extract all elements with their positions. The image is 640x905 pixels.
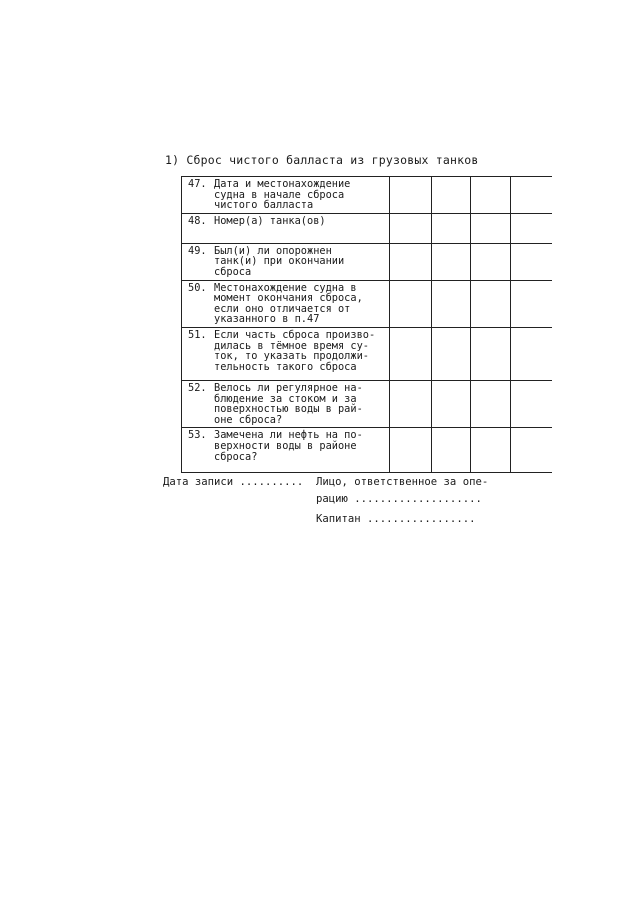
- item-number: 47.: [188, 178, 207, 190]
- entry-cell[interactable]: [432, 327, 471, 380]
- table-row: [182, 380, 553, 427]
- section-heading: 1) Сброс чистого балласта из грузовых танков: [165, 153, 479, 167]
- entry-cell[interactable]: [390, 243, 432, 280]
- record-date-label: Дата записи ..........: [163, 476, 304, 488]
- entry-cell[interactable]: [390, 177, 432, 214]
- entry-cell[interactable]: [432, 380, 471, 427]
- item-question: Номер(а) танка(ов): [214, 214, 326, 227]
- table-row: [182, 243, 553, 280]
- item-cell: [182, 280, 390, 327]
- table-row: [182, 280, 553, 327]
- entry-cell[interactable]: [511, 213, 553, 243]
- entry-cell[interactable]: [471, 380, 511, 427]
- item-cell: [182, 327, 390, 380]
- item-cell: [182, 177, 390, 214]
- entry-cell[interactable]: [471, 327, 511, 380]
- item-cell: [182, 428, 390, 473]
- entry-cell[interactable]: [471, 243, 511, 280]
- entry-cell[interactable]: [432, 428, 471, 473]
- entry-cell[interactable]: [511, 327, 553, 380]
- entry-cell[interactable]: [511, 177, 553, 214]
- item-cell: [182, 243, 390, 280]
- item-number: 50.: [188, 281, 207, 294]
- item-question: Если часть сброса произво- дилась в тёмное время су- ток, то указать продолжи- тельность такого сброса: [214, 328, 376, 373]
- entry-cell[interactable]: [511, 243, 553, 280]
- entry-cell[interactable]: [471, 428, 511, 473]
- item-number: 48.: [188, 214, 207, 227]
- table-row: [182, 213, 553, 243]
- ballast-discharge-table: [181, 176, 552, 473]
- entry-cell[interactable]: [390, 428, 432, 473]
- captain-signature-line: Капитан .................: [316, 513, 476, 525]
- item-question: Был(и) ли опорожнен танк(и) при окончании сброса: [214, 244, 345, 278]
- entry-cell[interactable]: [471, 280, 511, 327]
- item-question: Местонахождение судна в момент окончания сброса, если оно отличается от указанного в п.47: [214, 281, 363, 326]
- entry-cell[interactable]: [390, 280, 432, 327]
- entry-cell[interactable]: [432, 177, 471, 214]
- entry-cell[interactable]: [432, 280, 471, 327]
- table-row: [182, 428, 553, 473]
- entry-cell[interactable]: [432, 243, 471, 280]
- table-row: [182, 327, 553, 380]
- table-row: [182, 177, 553, 214]
- entry-cell[interactable]: [390, 327, 432, 380]
- entry-cell[interactable]: [471, 177, 511, 214]
- entry-cell[interactable]: [511, 380, 553, 427]
- item-number: 49.: [188, 244, 207, 257]
- item-number: 51.: [188, 328, 207, 341]
- officer-in-charge-signature-line: рацию ....................: [316, 493, 482, 505]
- item-cell: [182, 380, 390, 427]
- item-question: Замечена ли нефть на по- верхности воды в районе сброса?: [214, 429, 363, 463]
- item-number: 52.: [188, 381, 207, 394]
- item-question: Велось ли регулярное на- блюдение за стоком и за поверхностью воды в рай- оне сброса?: [214, 381, 363, 426]
- entry-cell[interactable]: [390, 213, 432, 243]
- entry-cell[interactable]: [511, 280, 553, 327]
- officer-in-charge-label: Лицо, ответственное за опе-: [316, 476, 489, 488]
- item-cell: [182, 213, 390, 243]
- entry-cell[interactable]: [390, 380, 432, 427]
- item-number: 53.: [188, 429, 207, 442]
- item-question: Дата и местонахождение судна в начале сброса чистого балласта: [214, 178, 351, 212]
- entry-cell[interactable]: [511, 428, 553, 473]
- entry-cell[interactable]: [471, 213, 511, 243]
- entry-cell[interactable]: [432, 213, 471, 243]
